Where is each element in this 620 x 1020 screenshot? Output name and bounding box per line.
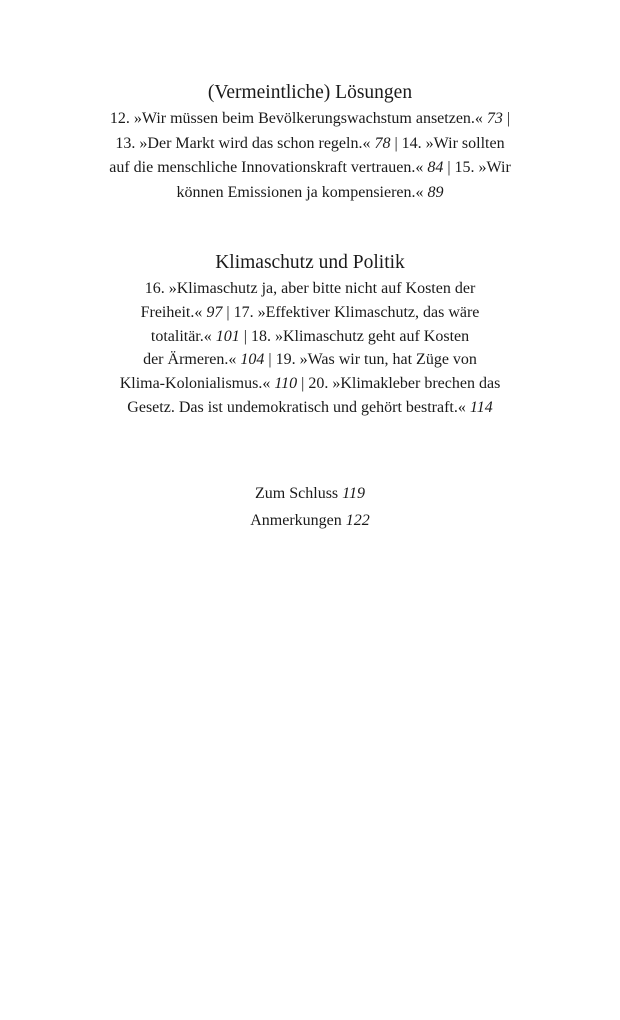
entry-text: können Emissionen ja kompensieren.« [176, 183, 428, 201]
entry-text: Klima-Kolonialismus.« [119, 375, 275, 393]
toc-line [0, 372, 620, 396]
toc-line [0, 480, 620, 507]
entry-text: | 17. »Effektiver Klimaschutz, das wäre [222, 303, 480, 321]
entry-text: | 14. »Wir sollten [390, 134, 505, 152]
entry-text: auf die menschliche Innovationskraft vertrauen.« [109, 159, 428, 176]
toc-section-klimaschutz-politik [0, 250, 620, 420]
entry-text: der Ärmeren.« [143, 351, 241, 369]
page-number: 114 [469, 398, 493, 416]
page-number: 73 [486, 110, 503, 127]
section-heading: (Vermeintliche) Lösungen [207, 82, 413, 103]
entry-text: 13. »Der Markt wird das schon regeln.« [115, 134, 375, 152]
toc-line [0, 277, 620, 301]
toc-section-back-matter [0, 480, 620, 534]
toc-line [0, 325, 620, 349]
toc-line [0, 348, 620, 372]
page-number: 101 [215, 327, 240, 345]
entry-text: Freiheit.« [140, 303, 207, 321]
entry-text: | 19. »Was wir tun, hat Züge von [264, 351, 477, 369]
page-number: 110 [274, 375, 298, 393]
toc-line [0, 107, 620, 132]
toc-line [0, 132, 620, 157]
toc-section-loesungen [0, 80, 620, 205]
entry-text: 12. »Wir müssen beim Bevölkerungswachstum ansetzen.« [109, 110, 487, 127]
page-number: 122 [345, 512, 370, 529]
entry-text: Gesetz. Das ist undemokratisch und gehört bestraft.« [127, 398, 470, 416]
entry-text: | 18. »Klimaschutz geht auf Kosten [239, 327, 470, 345]
section-heading: Klimaschutz und Politik [215, 252, 405, 273]
page-number: 89 [427, 183, 444, 201]
entry-text: totalitär.« [150, 327, 216, 345]
entry-text: Anmerkungen [250, 512, 346, 529]
toc-line [0, 507, 620, 534]
toc-line [0, 156, 620, 181]
entry-text: 16. »Klimaschutz ja, aber bitte nicht auf Kosten der [144, 280, 476, 297]
page-number: 78 [374, 134, 391, 152]
toc-line [0, 181, 620, 206]
page-number: 119 [342, 485, 365, 502]
toc-line [0, 396, 620, 420]
page-number: 97 [206, 303, 223, 321]
toc-line [0, 301, 620, 325]
entry-text: Zum Schluss [255, 485, 343, 502]
page-number: 104 [240, 351, 265, 369]
entry-text: | 15. »Wir [443, 159, 511, 176]
page-number: 84 [427, 159, 444, 176]
entry-text: | 20. »Klimakleber brechen das [297, 375, 501, 393]
entry-text: | [502, 110, 511, 127]
